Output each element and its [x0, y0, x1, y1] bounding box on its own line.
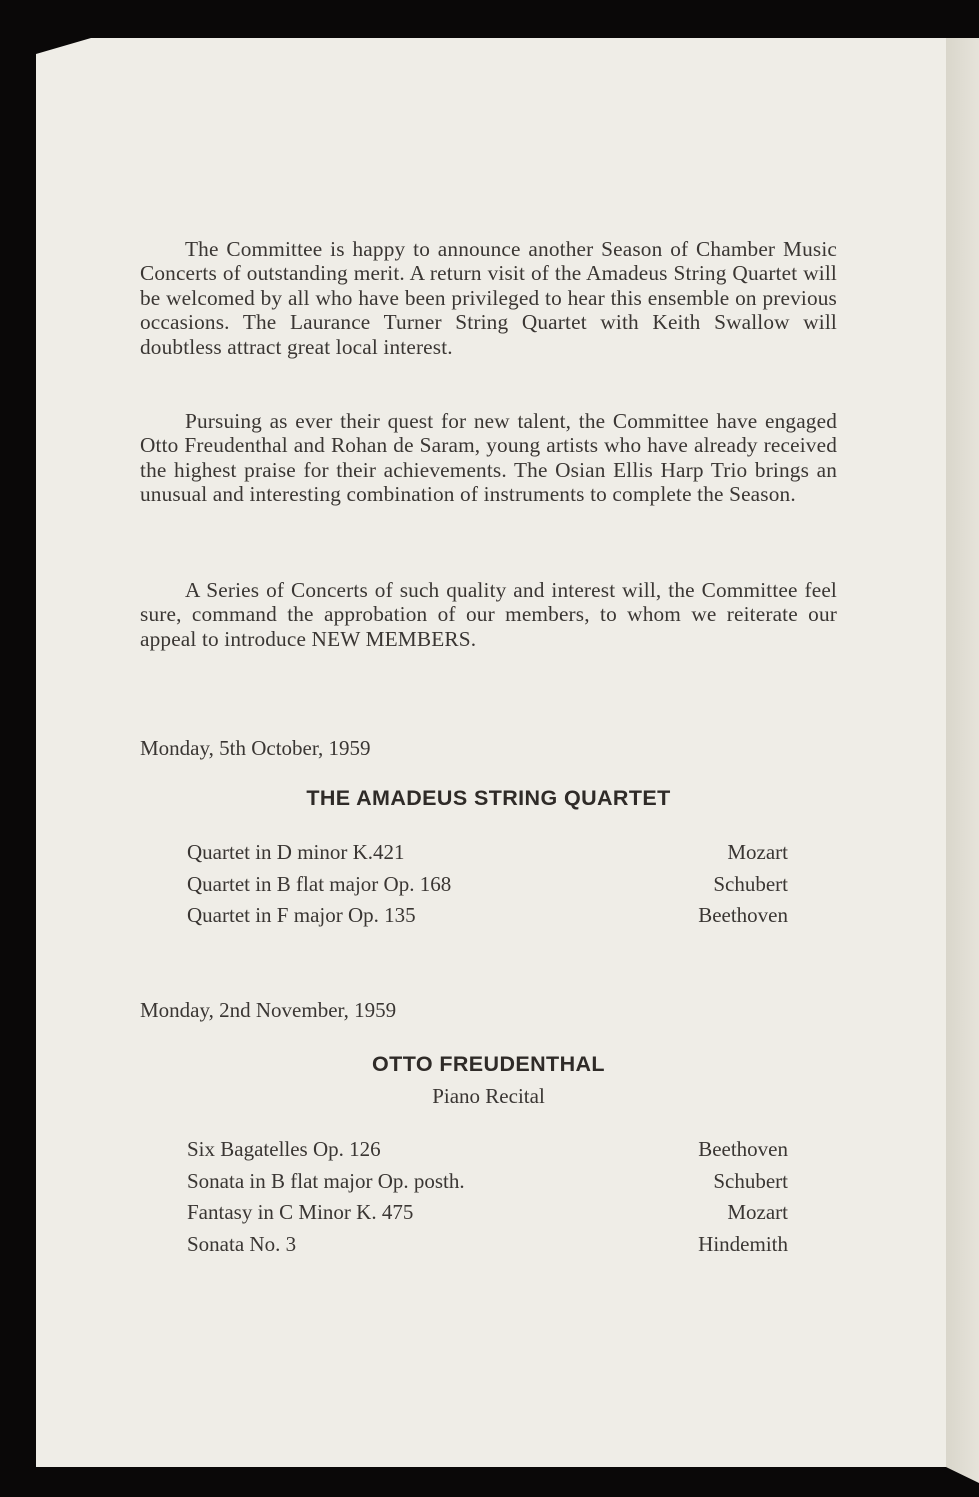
work-title: Sonata No. 3 — [187, 1231, 297, 1256]
composer: Mozart — [727, 840, 788, 864]
composer: Beethoven — [698, 903, 788, 927]
work-title: Six Bagatelles Op. 126 — [187, 1137, 381, 1161]
intro-paragraph-text: The Committee is happy to announce another Season of Chamber Music Concerts of outstanding merit. A return visit of the Amadeus String Quartet will be welcomed by all who have been privileged to hear this ensemble on previous occasions. The Laurance Turner String Quartet with Keith Swallow will doubtless attract great local interest. — [140, 237, 837, 359]
composer: Schubert — [713, 871, 788, 896]
concert-2-performer: OTTO FREUDENTHAL — [372, 1052, 605, 1076]
intro-paragraph-text: A Series of Concerts of such quality and interest will, the Committee feel sure, command the approbation of our members, to whom we reiterate our appeal to introduce NEW MEMBERS. — [140, 578, 837, 651]
composer: Beethoven — [698, 1137, 788, 1161]
concert-2-date: Monday, 2nd November, 1959 — [140, 998, 397, 1022]
concert-1-programme — [187, 837, 788, 932]
work-title: Quartet in B flat major Op. 168 — [187, 871, 452, 896]
intro-paragraph-1 — [140, 237, 837, 359]
composer: Mozart — [727, 1200, 788, 1224]
work-title: Fantasy in C Minor K. 475 — [187, 1200, 414, 1224]
adjacent-page-edge — [946, 38, 979, 1483]
concert-2-programme — [187, 1134, 788, 1260]
programme-row — [187, 1229, 788, 1261]
programme-row — [187, 1134, 788, 1166]
work-title: Sonata in B flat major Op. posth. — [187, 1168, 465, 1193]
programme-row — [187, 900, 788, 932]
programme-row — [187, 1166, 788, 1198]
work-title: Quartet in F major Op. 135 — [187, 903, 416, 927]
concert-2-subtitle: Piano Recital — [432, 1084, 545, 1108]
intro-paragraph-text: Pursuing as ever their quest for new talent, the Committee have engaged Otto Freudenthal and Rohan de Saram, young artists who have already received the highest praise for their achievements. The Osian Ellis Harp Trio brings an unusual and interesting combination of instruments to complete the Season. — [140, 409, 837, 507]
concert-1-date: Monday, 5th October, 1959 — [140, 736, 371, 760]
programme-row — [187, 837, 788, 869]
programme-row — [187, 1197, 788, 1229]
programme-row — [187, 869, 788, 901]
work-title: Quartet in D minor K.421 — [187, 840, 405, 864]
concert-1-performer: THE AMADEUS STRING QUARTET — [306, 786, 671, 810]
intro-paragraph-2 — [140, 409, 837, 507]
composer: Hindemith — [698, 1231, 788, 1256]
composer: Schubert — [713, 1168, 788, 1193]
intro-paragraph-3 — [140, 578, 837, 651]
